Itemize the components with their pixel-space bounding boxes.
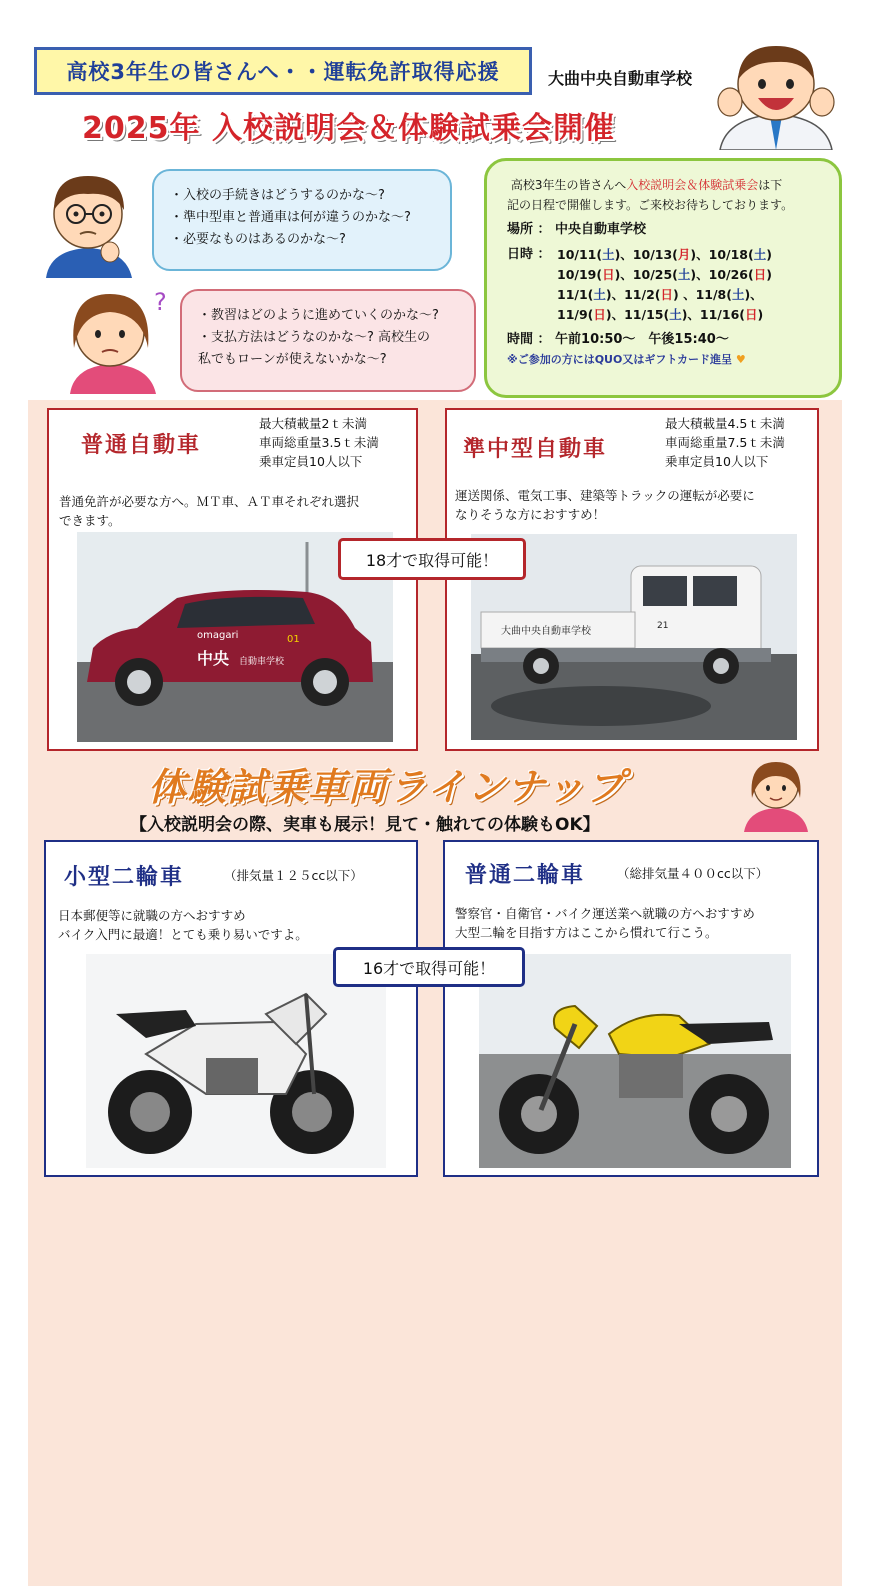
spec-list	[259, 414, 379, 471]
date-segment: )、11/2(	[605, 287, 661, 302]
date-segment: )	[766, 267, 772, 282]
date-segment: 11/1(	[557, 287, 594, 302]
card-description	[455, 904, 755, 942]
boy-cheering-illustration	[712, 40, 840, 150]
age-badge-text: 16才で取得可能！	[362, 958, 496, 978]
desc-line: 普通免許が必要な方へ。ＭＴ車、ＡＴ車それぞれ選択	[59, 494, 360, 509]
question-line: ・必要なものはあるのかな～?	[170, 232, 346, 247]
spec-item: 乗車定員10人以下	[665, 454, 769, 469]
date-segment: 日	[745, 307, 758, 322]
page-title: 2025年 入校説明会＆体験試乗会開催	[82, 111, 615, 146]
event-info-bubble	[484, 158, 842, 398]
girl-thinking-illustration	[62, 286, 172, 394]
date-segment: )、11/16(	[681, 307, 745, 322]
age-badge-16	[333, 947, 525, 987]
card-title: 準中型自動車	[463, 437, 608, 462]
question-line: ・教習はどのように進めていくのかな～?	[198, 308, 439, 323]
date-segment: 日	[602, 267, 615, 282]
spec-item: 最大積載量4.5ｔ未満	[665, 416, 785, 431]
date-label: 日時 ：	[507, 247, 551, 262]
desc-line: なりそうな方におすすめ！	[455, 507, 606, 522]
desc-line: できます。	[59, 513, 121, 528]
sedan-number-text: 01	[287, 634, 300, 645]
date-segment: )、11/15(	[605, 307, 670, 322]
date-segment: )	[766, 247, 772, 262]
desc-line: 日本郵便等に就職の方へおすすめ	[58, 908, 246, 923]
date-segment: )、10/26(	[690, 267, 754, 282]
card-title: 普通自動車	[81, 433, 202, 458]
sedan-brand-text: omagari	[197, 630, 239, 641]
card-title: 普通二輪車	[465, 863, 586, 888]
question-bubble-pink	[180, 289, 476, 392]
date-segment: 10/19(	[557, 267, 603, 282]
date-segment: 土	[753, 247, 767, 262]
date-segment: 日	[593, 307, 606, 322]
girl-presenting-illustration	[740, 758, 812, 832]
spec-item: （総排気量４００cc以下）	[617, 866, 769, 881]
date-segment: 土	[731, 287, 745, 302]
date-line	[507, 305, 825, 325]
gift-note	[507, 350, 825, 370]
yellow-motorcycle-photo	[479, 954, 791, 1168]
age-badge-18	[338, 538, 526, 580]
school-name: 大曲中央自動車学校	[548, 69, 693, 88]
truck-number-text: 21	[657, 621, 669, 631]
lineup-subtitle: 【入校説明会の際、実車も展示！見て・触れての体験もOK】	[130, 815, 600, 835]
intro-part: 高校3年生の皆さんへ	[510, 178, 627, 192]
sedan-name-text: 中央	[197, 649, 230, 668]
date-segment: 10/11(	[557, 247, 603, 262]
banner-text: 高校3年生の皆さんへ・・運転免許取得応援	[66, 60, 500, 84]
date-segment: 11/9(	[557, 307, 594, 322]
spec-item: 最大積載量2ｔ未満	[259, 416, 367, 431]
date-segment: )、	[744, 287, 763, 302]
spec-item: （排気量１２５cc以下）	[224, 868, 363, 883]
spec-item: 車両総重量3.5ｔ未満	[259, 435, 379, 450]
svg-text:?: ?	[154, 288, 167, 316]
date-segment: 日	[753, 267, 767, 282]
question-line: ・入校の手続きはどうするのかな～?	[170, 188, 385, 203]
lineup-title: 体験試乗車両ラインナップ	[148, 765, 627, 809]
date-segment: 土	[669, 307, 682, 322]
card-small-motorcycle	[44, 840, 418, 1177]
date-line	[507, 245, 825, 265]
date-segment: 土	[593, 287, 606, 302]
date-segment: 土	[602, 247, 615, 262]
spec-item: 乗車定員10人以下	[259, 454, 363, 469]
age-badge-text: 18才で取得可能！	[365, 550, 499, 570]
date-segment: )、10/13(	[614, 247, 678, 262]
date-segment: )	[757, 307, 764, 322]
sedan-sub-text: 自動車学校	[239, 657, 285, 667]
date-line	[507, 265, 825, 285]
spec-item: 車両総重量7.5ｔ未満	[665, 435, 785, 450]
date-segment: 土	[677, 267, 691, 282]
desc-line: バイク入門に最適！とても乗り易いですよ。	[58, 927, 308, 942]
date-segment: ) 、11/8(	[673, 287, 732, 302]
place-line: 場所 ： 中央自動車学校	[507, 222, 647, 237]
event-name: 入校説明会＆体験試乗会	[626, 178, 759, 192]
question-line: ・準中型車と普通車は何が違うのかな～?	[170, 210, 411, 225]
intro-text	[507, 175, 825, 195]
date-line	[507, 285, 825, 305]
date-segment: 日	[660, 287, 673, 302]
card-title: 小型二輪車	[64, 865, 185, 890]
card-description	[455, 486, 755, 524]
card-description	[59, 492, 359, 530]
boy-thinking-illustration	[40, 170, 138, 278]
question-bubble-blue	[152, 169, 452, 271]
time-line: 時間 ： 午前10:50～ 午後15:40～	[507, 332, 729, 347]
gift-note-text: ※ご参加の方にはQUO又はギフトカード進呈	[507, 353, 732, 366]
heart-icon: ♥	[735, 353, 746, 366]
date-segment: 月	[677, 247, 691, 262]
intro-part: は下	[758, 178, 783, 192]
date-segment: )、10/25(	[614, 267, 678, 282]
question-line: ・支払方法はどうなのかな～? 高校生の	[198, 330, 431, 345]
date-list	[507, 245, 825, 325]
card-standard-motorcycle	[443, 840, 819, 1177]
card-description	[58, 906, 308, 944]
desc-line: 大型二輪を目指す方はここから慣れて行こう。	[455, 925, 718, 940]
desc-line: 運送関係、電気工事、建築等トラックの運転が必要に	[455, 488, 755, 503]
truck-school-text: 大曲中央自動車学校	[501, 626, 591, 637]
desc-line: 警察官・自衛官・バイク運送業へ就職の方へおすすめ	[455, 906, 755, 921]
date-segment: )、10/18(	[690, 247, 754, 262]
spec-list	[665, 414, 785, 471]
intro-text-2: 記の日程で開催します。ご来校お待ちしております。	[507, 198, 794, 212]
question-line: 私でもローンが使えないかな～?	[198, 352, 387, 367]
header-banner	[34, 47, 532, 95]
